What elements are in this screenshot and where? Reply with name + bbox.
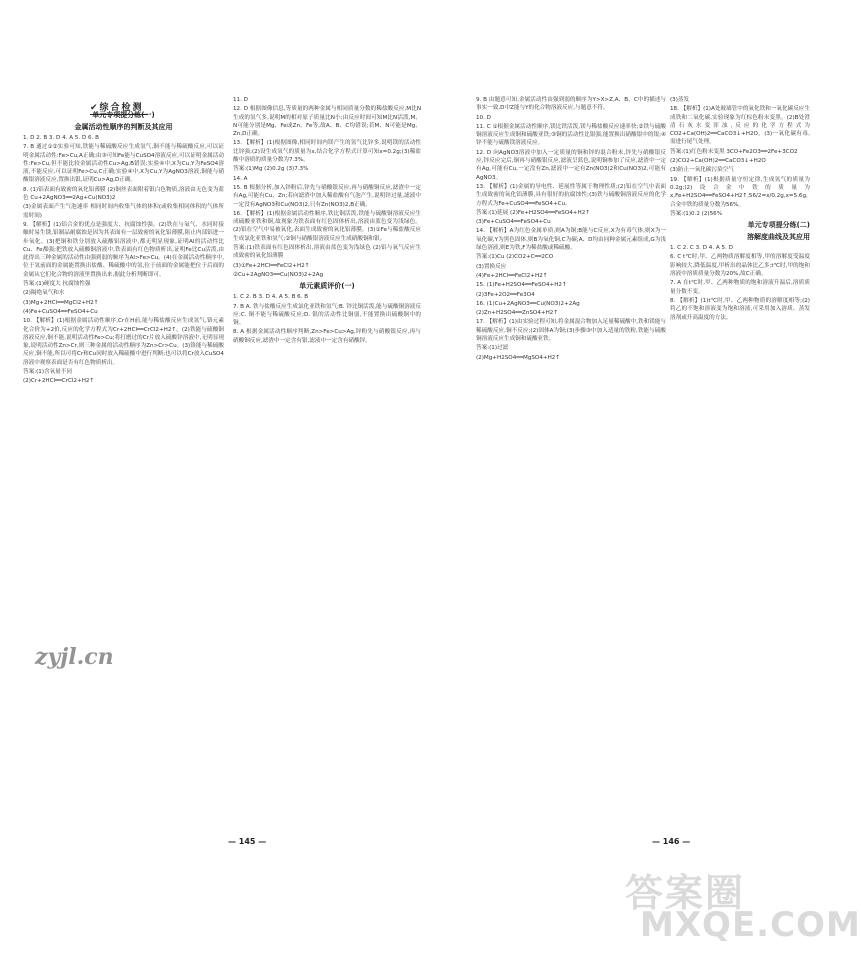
section-title-1: 单元专项提分练(一) (92, 111, 155, 119)
answer-paragraph: (4)Fe+2HCl══FeCl2+H2↑ (476, 272, 548, 279)
answer-paragraph: 答案:(1)0.2 (2)56% (670, 210, 723, 217)
answer-paragraph: 8. 【解析】(1)t℃时,甲、乙两种物质的溶解度相等;(2)将乙的不饱和溶液变为饱和溶液,可采用加入溶质、蒸发溶剂或升高温度的方法。 (670, 297, 810, 321)
answer-paragraph: (3)置换反应 (476, 263, 507, 270)
answer-paragraph: 6. C t℃时,甲、乙两物质溶解度相等,甲的溶解度受温度影响较大,降低温度,甲析出的晶体比乙多;t℃时,甲的饱和溶液中溶质质量分数为20%,故C正确。 (670, 254, 810, 278)
section-subtitle-4: 溶解度曲线及其应用 (747, 233, 810, 242)
answer-paragraph: 12. D 根据图像信息,等质量的两种金属与相同质量分数的稀盐酸反应,M比N生成的氢气多,说明M的相对原子质量比N小;由反应时间可知M比N活泼,M、N可能分别是Mg、Fe或Zn、Fe等,故A、B、C均错误;若M、N可能是Mg、Zn,D正确。 (233, 106, 421, 138)
answer-paragraph: 13. 【解析】(1)金属的导电性、延展性等属于物理性质;(2)铝在空气中表面生成致密的氧化铝薄膜,具有很好的抗腐蚀性;(3)铁与硫酸铜溶液反应的化学方程式为Fe+CuSO4══FeSO4+Cu。 (476, 183, 666, 207)
section-title-4: 单元专项提分练(二) (747, 221, 810, 230)
answer-paragraph: 9. 【解析】(1)铝合金的优点是强度大、抗腐蚀性强。(2)铁在与氧气、水同时接触时易生锈,铝制品耐腐蚀是因为其表面有一层致密的氧化铝薄膜,阻止内部铝进一步氧化。(3)把铜和铁分别放入硫酸铝溶液中,都无明显现象,证明Al的活动性比Cu、Fe都强;把铁放入硫酸铜溶液中,铁表面有红色物质析出,证明Fe比Cu活泼,由此得出三种金属的活动性由强到弱的顺序为Al>Fe>Cu。(4)在金属活动性顺序中,位于氢前面的金属能置换出盐酸、稀硫酸中的氢,位于前面的金属能把位于后面的金属从它们化合物的溶液里置换出来,据此分析判断即可。 (23, 221, 224, 278)
answer-paragraph: (3)蒸发 (670, 97, 690, 103)
answer-paragraph: 7. A 在t℃时,甲、乙两种物质的饱和溶液升温后,溶质质量分数不变。 (670, 280, 810, 295)
answer-paragraph: (3)①Fe+2HCl══FeCl2+H2↑ (233, 262, 310, 269)
column-4 (670, 96, 810, 696)
section-subtitle-1: 金属活动性顺序的判断及其应用 (74, 123, 173, 131)
answer-paragraph: 答案:(1)过滤 (476, 345, 509, 352)
answer-paragraph: (2)CO2+Ca(OH)2══CaCO3↓+H2O (670, 158, 766, 165)
answer-paragraph: 17. 【解析】(1)由实验过程可知,将金属混合物加入足量稀硫酸中,铁和镁能与稀硫酸反应,铜不反应;(2)固体A为铜;(3)步骤③中加入适量的铁粉,铁能与硫酸铜溶液反应生成铜和硫酸亚铁。 (476, 319, 666, 343)
answer-paragraph: 1. C 2. C 3. D 4. A 5. D (670, 245, 733, 252)
watermark-right-bottom: MXQE.COM (640, 905, 861, 945)
column-2 (233, 96, 421, 696)
answer-paragraph: 14. 【解析】A为红色金属单质,则A为铜;B能与C反应,X为有毒气体,则X为一氧化碳,Y为黑色固体,则B为氧化铜,C为碳;A、D均由同种金属元素组成,G为浅绿色溶液,则E为铁,F为稀盐酸或稀硫酸。 (476, 228, 666, 252)
answer-paragraph: 11. C ①根据金属活动性顺序,镁比铁活泼,镁与稀盐酸反应速率快;②铁与硫酸铜溶液反应生成铜和硫酸亚铁;③铜的活动性比银强,能置换出硝酸银中的银;④锌不能与硫酸镁溶液反应。 (476, 123, 666, 147)
column-4-body-b (670, 244, 810, 322)
answer-paragraph: 答案:(1)硬度大 抗腐蚀性强 (23, 281, 91, 288)
answer-paragraph: 10. D (476, 114, 491, 121)
answer-paragraph: 1. D 2. B 3. D 4. A 5. D 6. B (23, 135, 100, 141)
answer-paragraph: 答案:(1)Cu (2)CO2+C══2CO (476, 254, 554, 261)
answer-paragraph: 答案:(1)铁表面有红色固体析出,溶液由蓝色变为浅绿色 (2)铝与氧气反应生成致密的氧化铝薄膜 (233, 245, 421, 260)
page-number-left: — 145 — (228, 837, 267, 846)
answer-paragraph: 答案:(1)延展 (2)Fe+H2SO4══FeSO4+H2↑ (476, 209, 590, 216)
answer-paragraph: (2)3Fe+2O2══Fe3O4 (476, 291, 535, 298)
answer-paragraph: 16. (1)Cu+2AgNO3══Cu(NO3)2+2Ag (476, 300, 580, 307)
answer-paragraph: 1. C 2. B 3. D 4. A 5. B 6. B (233, 294, 309, 301)
answer-paragraph: (3)Fe+CuSO4══FeSO4+Cu (476, 219, 551, 226)
section-title-2: 单元素质评价(一) (299, 282, 355, 291)
column-2-body-b (233, 293, 421, 345)
column-4-body-a (670, 96, 810, 218)
answer-paragraph: (2)Mg+H2SO4══MgSO4+H2↑ (476, 354, 561, 361)
answer-paragraph: 13. 【解析】(1)根据图像,相同时间内镁产生的氢气比锌多,说明镁的活动性比锌强;(2)设生成氢气的质量为x,结合化学方程式计算可知x=0.2g;(3)稀盐酸中溶质的质量分数为7.3%。 (233, 140, 421, 164)
column-1 (23, 96, 224, 696)
answer-paragraph: ②Cu+2AgNO3══Cu(NO3)2+2Ag (233, 271, 324, 278)
column-3-body (476, 96, 666, 362)
watermark-right-top: 答案圈 (625, 871, 746, 915)
answer-paragraph: 答案:(1)Mg (2)0.2g (3)7.3% (233, 166, 309, 173)
answer-paragraph: 8. (1)铝表面有致密的氧化铝薄膜 (2)铜丝表面附着银白色物质,溶液由无色变为蓝色 Cu+2AgNO3══2Ag+Cu(NO3)2 (23, 186, 224, 202)
answer-paragraph: (2)Cr+2HCl══CrCl2+H2↑ (23, 378, 95, 385)
answer-paragraph: 14. A (233, 175, 248, 182)
column-1-body (23, 134, 224, 386)
answer-paragraph: 7. B A. 铁与盐酸反应生成氯化亚铁和氢气;B. 锌比铜活泼,能与硫酸铜溶液反应;C. 铜不能与稀硫酸反应;D. 银的活动性比铜弱,不能置换出硫酸铜中的铜。 (233, 303, 421, 327)
answer-paragraph: 答案:(1)红色粉末变黑 3CO+Fe2O3══2Fe+3CO2 (670, 148, 798, 155)
answer-paragraph: 19. 【解析】(1)根据质量守恒定律,生成氢气的质量为0.2g;(2)设合金中铁的质量为x,Fe+H2SO4══FeSO4+H2↑,56/2=x/0.2g,x=5.6g,合金中铁的质量分数为56%。 (670, 176, 810, 208)
answer-paragraph: 18. 【解析】(1)A处玻璃管中的氧化铁和一氧化碳反应生成铁和二氧化碳,实验现象为红棕色粉末变黑。(2)B处澄清石灰水变浑浊,反应的化学方程式为CO2+Ca(OH)2══CaCO3↓+H2O。(3)一氧化碳有毒,需进行尾气处理。 (670, 106, 810, 146)
answer-paragraph: (3)金属表面产生气泡速率 相同时间内收集气体的体积(或收集相同体积的气体所需时间) (23, 204, 224, 219)
answer-paragraph: (2)隔绝氧气和水 (23, 290, 65, 297)
section-banner: ✔综合检测 (90, 100, 148, 115)
column-2-body (233, 96, 421, 279)
answer-paragraph: (2)Zn+H2SO4══ZnSO4+H2↑ (476, 310, 559, 317)
answer-paragraph: 16. 【解析】(1)根据金属活动性顺序,铁比铜活泼,铁能与硫酸铜溶液反应生成硫酸亚铁和铜,故现象为铁表面有红色固体析出,溶液由蓝色变为浅绿色。(2)铝在空气中易被氧化,表面生成致密的氧化铝薄膜。(3)①Fe与稀盐酸反应生成氯化亚铁和氢气;②铜与硝酸银溶液反应生成硝酸铜和银。 (233, 210, 421, 242)
answer-paragraph: (3)Mg+2HCl══MgCl2+H2↑ (23, 299, 99, 306)
column-3 (476, 96, 666, 696)
answer-paragraph: 10. 【解析】(1)根据金属活动性顺序,Cr在H前,能与稀盐酸反应生成氢气,铬元素化合价为+2价,反应的化学方程式为Cr+2HCl══CrCl2+H2↑。(2)铁能与硫酸铜溶液反应,铜不能,说明活动性Fe>Cu;将打磨过的Cr片放入硫酸锌溶液中,无明显现象,说明活动性Zn>Cr,则三种金属的活动性顺序为Zn>Cr>Cu。(3)铬能与稀硫酸反应,铜不能,所以可将Cr和Cu同时放入稀硫酸中进行判断;也可以将Cr放入CuSO4溶液中观察表面是否有红色物质析出。 (23, 318, 224, 366)
answer-paragraph: 9. B 由题意可知,金属活动性由强到弱的顺序为Y>X>Z,A、B、C中的描述与事实一致,D中Z能与Y的化合物溶液反应,与题意不符。 (476, 97, 666, 112)
page-number-right: — 146 — (652, 837, 691, 846)
answer-paragraph: 12. D 向AgNO3溶液中加入一定质量的铜和锌的混合粉末,锌先与硝酸银反应,锌反应完后,铜再与硝酸银反应,滤液呈蓝色,说明铜参加了反应,滤渣中一定有Ag,可能有Cu,一定没有Zn,滤液中一定有Zn(NO3)2和Cu(NO3)2,可能有AgNO3。 (476, 149, 666, 181)
answer-paragraph: (4)Fe+CuSO4══FeSO4+Cu (23, 308, 98, 315)
answer-paragraph: 15. B 根据分析,加入锌粉后,锌先与硝酸银反应,再与硝酸铜反应,滤渣中一定有Ag,可能有Cu、Zn;若向滤渣中加入稀盐酸有气泡产生,说明锌过量,滤液中一定没有AgNO3和Cu(NO3)2,只有Zn(NO3)2,B正确。 (233, 184, 421, 208)
answer-paragraph: 11. D (233, 97, 248, 103)
watermark-left: zyjl.cn (35, 644, 114, 670)
answer-paragraph: 答案:(1)含氧量不同 (23, 369, 72, 376)
answer-paragraph: (3)防止一氧化碳污染空气 (670, 167, 734, 174)
answer-paragraph: 8. A 根据金属活动性顺序判断,Zn>Fe>Cu>Ag,锌粉先与硝酸银反应,再与硝酸铜反应,滤渣中一定含有银,滤液中一定含有硝酸锌。 (233, 329, 421, 344)
answer-paragraph: 7. B 通过①②实验可知,铁能与稀硫酸反应生成氢气,铜不能与稀硫酸反应,可以证明金属活动性:Fe>Cu,A正确;由③可知Fe能与CuSO4溶液反应,可以证明金属活动性:Fe>Cu,但不能比较金属活动性Cu>Ag,B错误;实验④中,X为Cu,Y为FeSO4溶液,不能反应,可以证明Fe>Cu,C正确;实验④中,X为Cu,Y为AgNO3溶液,铜能与硝酸银溶液反应,置换出银,证明Cu>Ag,D正确。 (23, 144, 224, 184)
answer-paragraph: 15. (1)Fe+H2SO4══FeSO4+H2↑ (476, 282, 567, 289)
